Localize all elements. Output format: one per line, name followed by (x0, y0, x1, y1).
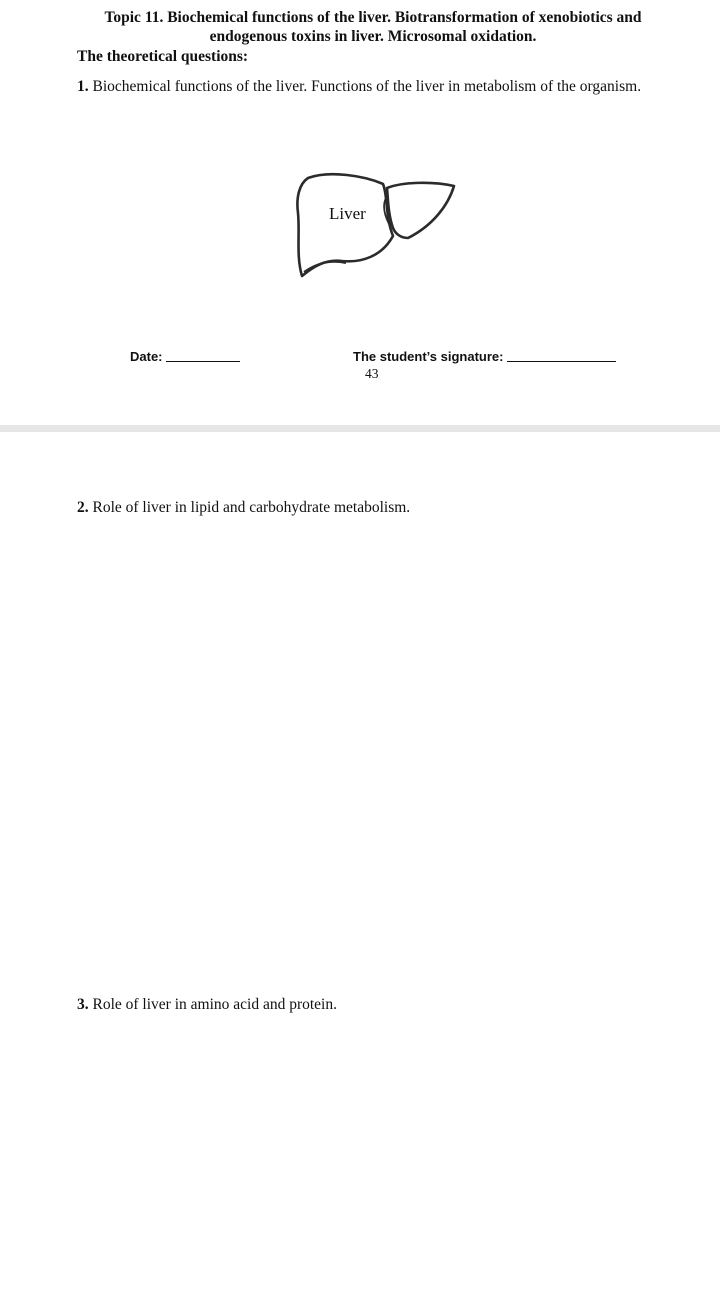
question-2 (77, 498, 410, 517)
question-2-number: 2. (77, 499, 89, 516)
liver-outline (297, 174, 393, 276)
page-2 (0, 432, 720, 1299)
page-separator (0, 425, 720, 432)
question-1-text: Biochemical functions of the liver. Functions of the liver in metabolism of the organism. (92, 78, 642, 95)
page-title: Topic 11. Biochemical functions of the liver. Biotransformation of xenobiotics and endogenous toxins in liver. Microsomal oxidation. (104, 9, 642, 45)
date-label: Date: (130, 349, 163, 364)
question-2-text: Role of liver in lipid and carbohydrate metabolism. (92, 499, 411, 516)
liver-drawing (290, 168, 460, 283)
question-3-number: 3. (77, 996, 89, 1013)
section-heading: The theoretical questions: (77, 48, 249, 65)
question-1-number: 1. (77, 78, 89, 95)
page-1 (0, 0, 720, 426)
date-field (166, 361, 240, 362)
signature-label: The student’s signature: (353, 349, 504, 364)
question-1 (77, 72, 668, 101)
question-3 (77, 995, 337, 1014)
question-3-text: Role of liver in amino acid and protein. (92, 996, 337, 1013)
liver-label: Liver (329, 204, 366, 223)
signature-field (507, 361, 616, 362)
liver-left-lobe (387, 183, 454, 238)
signature-row (0, 348, 720, 364)
page-number: 43 (365, 366, 379, 381)
